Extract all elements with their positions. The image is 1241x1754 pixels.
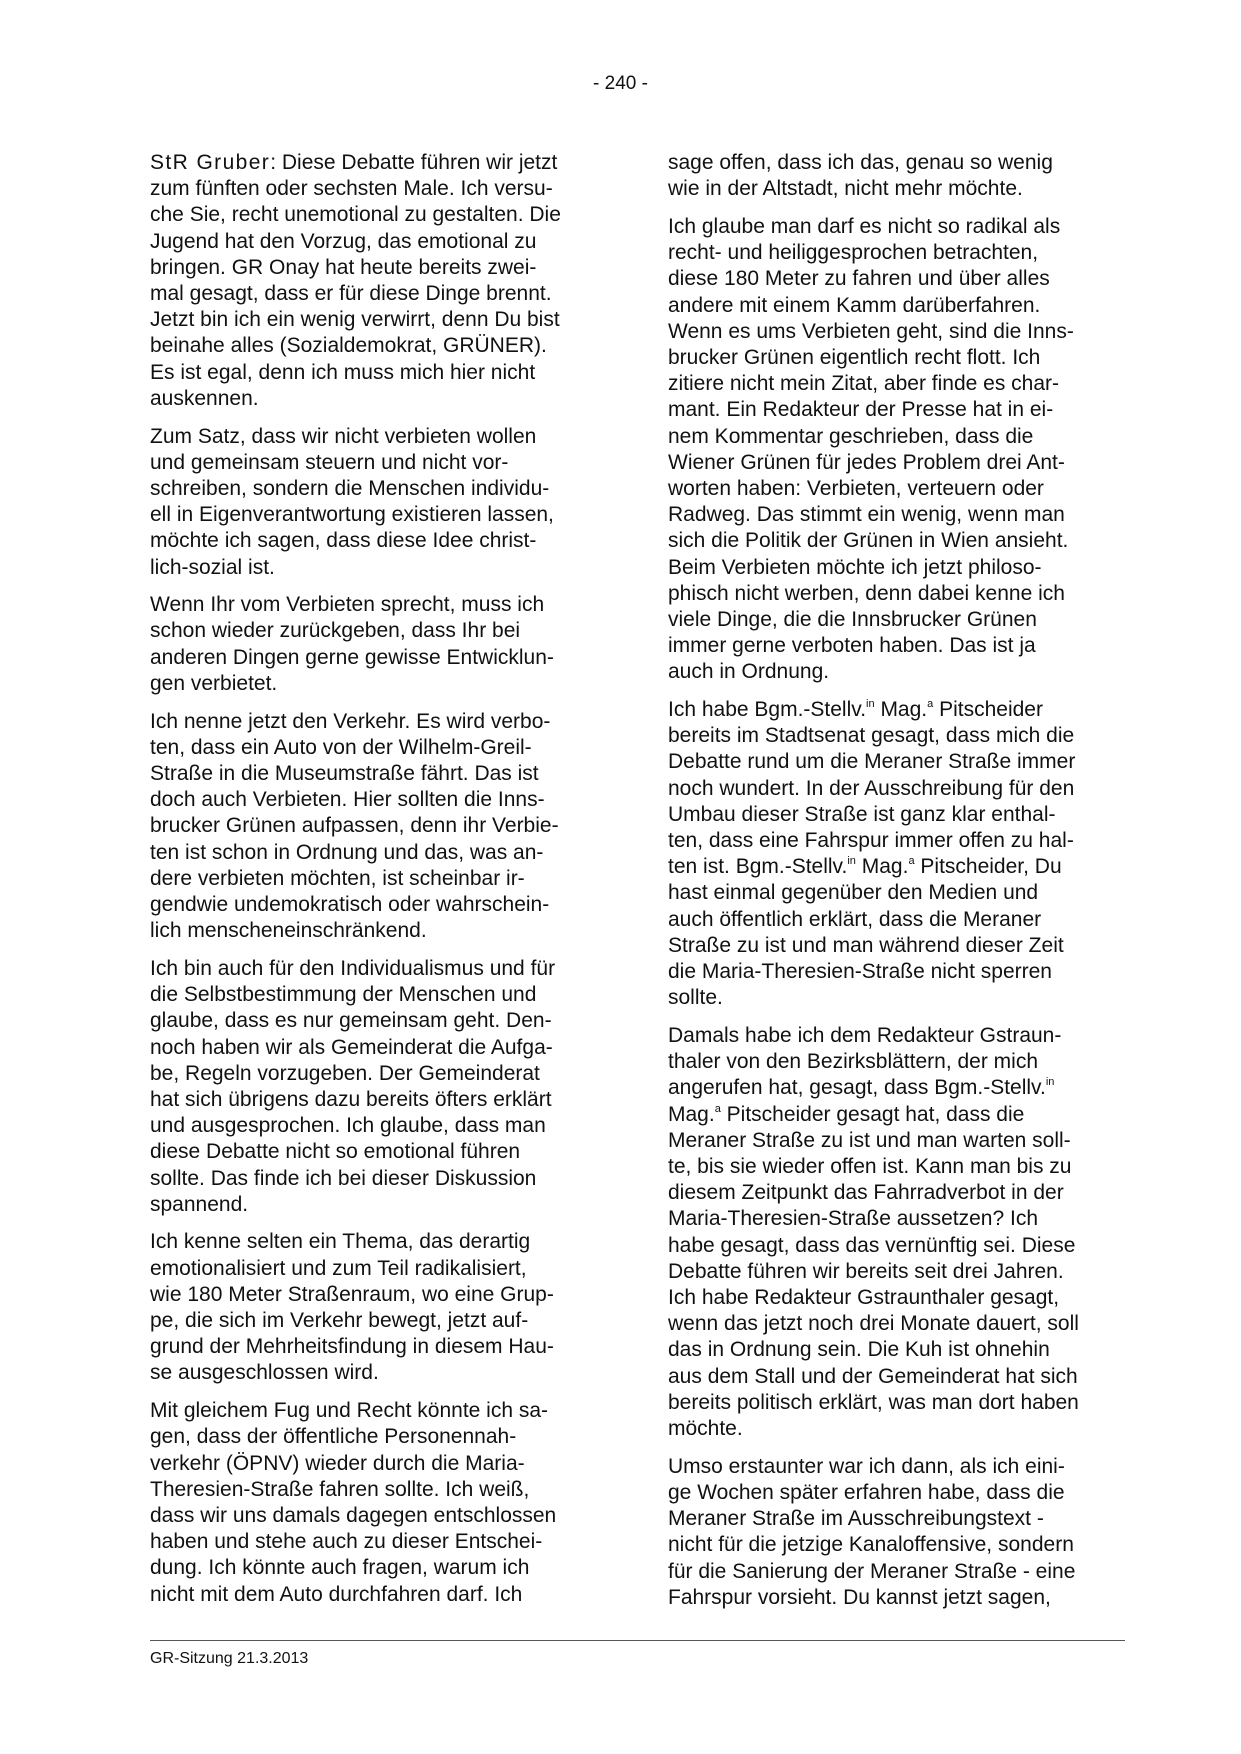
speaker-name: StR Gruber — [150, 151, 271, 174]
text-line: Debatte rund um die Meraner Straße immer — [668, 750, 1076, 774]
text-line: noch haben wir als Gemeinderat die Aufga- — [150, 1035, 553, 1059]
text-line: gen verbietet. — [150, 671, 278, 695]
text-line: Wenn es ums Verbieten geht, sind die Inns- — [668, 319, 1074, 343]
right-column — [668, 150, 1108, 1622]
text-line: auch öffentlich erklärt, dass die Meraner — [668, 907, 1042, 931]
text-line: verkehr (ÖPNV) wieder durch die Maria- — [150, 1451, 525, 1475]
text-line: emotionalisiert und zum Teil radikalisiert, — [150, 1256, 527, 1280]
text-line: grund der Mehrheitsfindung in diesem Hau- — [150, 1335, 554, 1359]
text-line: Maria-Theresien-Straße aussetzen? Ich — [668, 1207, 1038, 1231]
text-line: nicht für die jetzige Kanaloffensive, sondern — [668, 1533, 1074, 1557]
text-line: Ich kenne selten ein Thema, das derartig — [150, 1230, 531, 1254]
text-line: Mit gleichem Fug und Recht könnte ich sa- — [150, 1399, 549, 1423]
paragraph — [150, 1229, 590, 1386]
text-line: Ich nenne jetzt den Verkehr. Es wird verbo- — [150, 709, 551, 733]
page-number: - 240 - — [593, 73, 648, 94]
text-line: ten ist schon in Ordnung und das, was an- — [150, 840, 544, 864]
text-line: wenn das jetzt noch drei Monate dauert, soll — [668, 1312, 1079, 1336]
text-line: brucker Grünen eigentlich recht flott. Ich — [668, 345, 1041, 369]
text-line: Wiener Grünen für jedes Problem drei Ant- — [668, 450, 1065, 474]
text-line: Straße zu ist und man während dieser Zeit — [668, 933, 1064, 957]
text-line: bringen. GR Onay hat heute bereits zwei- — [150, 255, 537, 279]
text-line: mant. Ein Redakteur der Presse hat in ei- — [668, 398, 1054, 422]
text-line: hat sich übrigens dazu bereits öfters erklärt — [150, 1087, 552, 1111]
text-line: Umbau dieser Straße ist ganz klar enthal- — [668, 802, 1056, 826]
text-line: zitiere nicht mein Zitat, aber finde es char- — [668, 372, 1060, 396]
text-line: bereits politisch erklärt, was man dort haben — [668, 1390, 1079, 1414]
text-line: lich-sozial ist. — [150, 555, 275, 579]
text-line: diese 180 Meter zu fahren und über alles — [668, 267, 1050, 291]
superscript: a — [927, 698, 934, 711]
text-line: sage offen, dass ich das, genau so wenig — [668, 151, 1053, 174]
text-line: Wenn Ihr vom Verbieten sprecht, muss ich — [150, 593, 545, 617]
text-line: pe, die sich im Verkehr bewegt, jetzt auf- — [150, 1309, 529, 1333]
text-line: gen, dass der öffentliche Personennah- — [150, 1425, 517, 1449]
footer-divider — [150, 1640, 1125, 1641]
paragraph — [668, 697, 1108, 1011]
text-line: Ich habe Bgm.-Stellv.$^{in}$ Mag.$^a$ Pitscheider — [668, 698, 1043, 722]
text-line: phisch nicht werben, denn dabei kenne ich — [668, 581, 1065, 605]
text-line: Beim Verbieten möchte ich jetzt philoso- — [668, 555, 1042, 579]
text-line: möchte. — [668, 1417, 743, 1441]
text-line: Meraner Straße im Ausschreibungstext - — [668, 1507, 1044, 1531]
text-line: schon wieder zurückgeben, dass Ihr bei — [150, 619, 521, 643]
paragraph — [668, 214, 1108, 686]
text-line: anderen Dingen gerne gewisse Entwicklun- — [150, 645, 554, 669]
text-line: Ich bin auch für den Individualismus und für — [150, 956, 556, 980]
text-line: gendwie undemokratisch oder wahrschein- — [150, 892, 550, 916]
text-line: dung. Ich könnte auch fragen, warum ich — [150, 1556, 530, 1580]
paragraph — [150, 709, 590, 945]
text-line: angerufen hat, gesagt, dass Bgm.-Stellv.$^{in}$ — [668, 1076, 1055, 1100]
text-line: dass wir uns damals dagegen entschlossen — [150, 1503, 557, 1527]
text-line: recht- und heiliggesprochen betrachten, — [668, 241, 1039, 265]
paragraph — [150, 424, 590, 581]
text-line: auch in Ordnung. — [668, 660, 830, 684]
text-line: che Sie, recht unemotional zu gestalten. Die — [150, 203, 561, 227]
text-line: Debatte führen wir bereits seit drei Jahren. — [668, 1259, 1064, 1283]
text-line: Radweg. Das stimmt ein wenig, wenn man — [668, 503, 1065, 527]
text-line: sich die Politik der Grünen in Wien ansieht. — [668, 529, 1069, 553]
text-line: die Maria-Theresien-Straße nicht sperren — [668, 960, 1052, 984]
text-line: die Selbstbestimmung der Menschen und — [150, 983, 537, 1007]
text-line: haben und stehe auch zu dieser Entschei- — [150, 1530, 543, 1554]
text-line: zum fünften oder sechsten Male. Ich versu- — [150, 177, 553, 201]
text-line: für die Sanierung der Meraner Straße - eine — [668, 1559, 1076, 1583]
text-line: ten, dass ein Auto von der Wilhelm-Greil- — [150, 735, 532, 759]
text-line: und ausgesprochen. Ich glaube, dass man — [150, 1114, 546, 1138]
text-line: Umso erstaunter war ich dann, als ich eini- — [668, 1454, 1065, 1478]
text-line: sollte. — [668, 986, 723, 1010]
text-line: Meraner Straße zu ist und man warten soll- — [668, 1128, 1071, 1152]
text-line: lich menscheneinschränkend. — [150, 919, 427, 943]
text-line: möchte ich sagen, dass diese Idee christ- — [150, 529, 537, 553]
superscript: a — [714, 1102, 721, 1115]
paragraph — [668, 150, 1108, 202]
text-line: hast einmal gegenüber den Medien und — [668, 881, 1039, 905]
text-line: StR Gruber: Diese Debatte führen wir jetzt — [150, 151, 558, 174]
text-line: Ich habe Redakteur Gstraunthaler gesagt, — [668, 1286, 1060, 1310]
text-line: Straße in die Museumstraße fährt. Das ist — [150, 761, 539, 785]
text-line: glaube, dass es nur gemeinsam geht. Den- — [150, 1009, 552, 1033]
paragraph — [668, 1023, 1108, 1442]
left-column — [150, 150, 590, 1619]
text-line: viele Dinge, die die Innsbrucker Grünen — [668, 607, 1037, 631]
paragraph — [150, 1398, 590, 1608]
text-line: nicht mit dem Auto durchfahren darf. Ich — [150, 1582, 523, 1606]
text-line: dere verbieten möchten, ist scheinbar ir- — [150, 866, 525, 890]
text-line: schreiben, sondern die Menschen individu- — [150, 476, 550, 500]
text-line: mal gesagt, dass er für diese Dinge brennt. — [150, 282, 552, 306]
text-line: Ich glaube man darf es nicht so radikal als — [668, 214, 1061, 238]
text-line: und gemeinsam steuern und nicht vor- — [150, 450, 509, 474]
text-line: beinahe alles (Sozialdemokrat, GRÜNER). — [150, 334, 547, 358]
text-line: Theresien-Straße fahren sollte. Ich weiß, — [150, 1477, 530, 1501]
text-line: immer gerne verboten haben. Das ist ja — [668, 634, 1036, 658]
text-line: bereits im Stadtsenat gesagt, dass mich die — [668, 724, 1075, 748]
text-line: ten, dass eine Fahrspur immer offen zu hal- — [668, 829, 1074, 853]
text-line: te, bis sie wieder offen ist. Kann man bis zu — [668, 1155, 1072, 1179]
text-line: ten ist. Bgm.-Stellv.$^{in}$ Mag.$^a$ Pitscheider, Du — [668, 855, 1062, 879]
text-line: Fahrspur vorsieht. Du kannst jetzt sagen, — [668, 1585, 1051, 1609]
text-line: diesem Zeitpunkt das Fahrradverbot in der — [668, 1181, 1064, 1205]
paragraph — [150, 150, 590, 412]
text-line: das in Ordnung sein. Die Kuh ist ohnehin — [668, 1338, 1050, 1362]
text-line: ell in Eigenverantwortung existieren lassen, — [150, 503, 554, 527]
text-line: andere mit einem Kamm darüberfahren. — [668, 293, 1041, 317]
superscript: in — [866, 698, 875, 711]
text-line: habe gesagt, dass das vernünftig sei. Diese — [668, 1233, 1076, 1257]
superscript: a — [908, 855, 915, 868]
text-line: Jetzt bin ich ein wenig verwirrt, denn Du bist — [150, 308, 560, 332]
paragraph — [150, 956, 590, 1218]
text-line: nem Kommentar geschrieben, dass die — [668, 424, 1034, 448]
superscript: in — [847, 855, 856, 868]
paragraph — [150, 592, 590, 697]
text-line: thaler von den Bezirksblättern, der mich — [668, 1050, 1039, 1074]
text-line: wie in der Altstadt, nicht mehr möchte. — [668, 177, 1023, 201]
text-line: Jugend hat den Vorzug, das emotional zu — [150, 229, 537, 253]
text-line: spannend. — [150, 1192, 249, 1216]
text-line: be, Regeln vorzugeben. Der Gemeinderat — [150, 1061, 540, 1085]
text-line: worten haben: Verbieten, verteuern oder — [668, 476, 1044, 500]
text-line: Zum Satz, dass wir nicht verbieten wollen — [150, 424, 537, 448]
footer-session-label: GR-Sitzung 21.3.2013 — [150, 1650, 309, 1667]
superscript: in — [1045, 1076, 1055, 1089]
text-line: Damals habe ich dem Redakteur Gstraun- — [668, 1024, 1062, 1047]
text-line: brucker Grünen aufpassen, denn ihr Verbie- — [150, 814, 559, 838]
text-line: se ausgeschlossen wird. — [150, 1361, 379, 1385]
text-line: Es ist egal, denn ich muss mich hier nicht — [150, 360, 536, 384]
text-line: Mag.$^a$ Pitscheider gesagt hat, dass die — [668, 1102, 1025, 1126]
text-line: ge Wochen später erfahren habe, dass die — [668, 1480, 1065, 1504]
text-line: diese Debatte nicht so emotional führen — [150, 1140, 521, 1164]
text-line: aus dem Stall und der Gemeinderat hat sich — [668, 1364, 1078, 1388]
text-line: noch wundert. In der Ausschreibung für den — [668, 776, 1075, 800]
text-line: auskennen. — [150, 386, 259, 410]
text-line: wie 180 Meter Straßenraum, wo eine Grup- — [150, 1282, 554, 1306]
text-line: sollte. Das finde ich bei dieser Diskussion — [150, 1166, 537, 1190]
text-line: doch auch Verbieten. Hier sollten die Inns- — [150, 788, 545, 812]
paragraph — [668, 1454, 1108, 1611]
